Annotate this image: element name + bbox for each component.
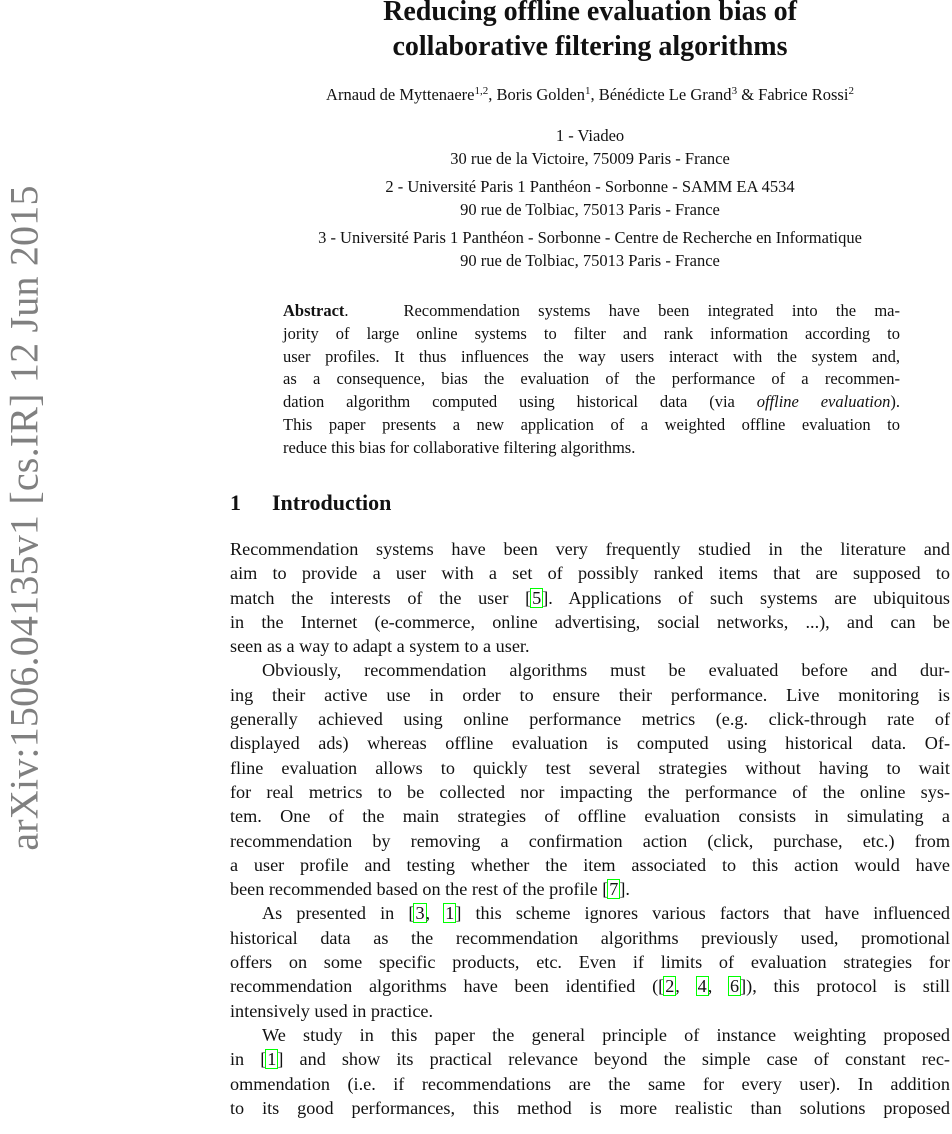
- section-heading-introduction: [230, 488, 391, 518]
- abstract-line: dation algorithm computed using historical data (via offline evaluation).: [283, 392, 900, 412]
- section-title: Introduction: [272, 490, 392, 515]
- arxiv-stamp: [0, 0, 48, 1134]
- abstract-label: Abstract: [283, 301, 345, 320]
- affiliation-address: 90 rue de Tolbiac, 75013 Paris - France: [460, 251, 720, 270]
- citation-link[interactable]: 5: [532, 587, 542, 608]
- abstract-line: This paper presents a new application of a weighted offline evaluation to: [283, 414, 900, 434]
- paper-title: [230, 0, 950, 64]
- citation-link[interactable]: 2: [665, 976, 675, 997]
- citation-link[interactable]: 1: [267, 1049, 277, 1070]
- paragraph: As presented in [3, 1] this scheme ignores various factors that have influenced historical data as the recommendation algorithms previously used, promotional offers on some specific products, etc. Even if limits of evaluation strategies for recommendation algorithms have been identified ([2, 4, 6]), this protocol is still intensively used in practice.: [230, 903, 951, 1021]
- affiliation-address: 30 rue de la Victoire, 75009 Paris - France: [450, 149, 730, 168]
- title-line-1: Reducing offline evaluation bias of: [383, 0, 797, 27]
- paragraph: Recommendation systems have been very frequently studied in the literature and aim to provide a user with a set of possibly ranked items that are supposed to match the interests of the user [5]. Applications of such systems are ubiquitous in the Internet (e-commerce, online advertising, social networks, ...), and can be seen as a way to adapt a system to a user.: [230, 539, 950, 657]
- author-affiliation-marker: 3: [731, 85, 738, 97]
- author-separator: ,: [590, 85, 599, 104]
- citation-link[interactable]: 3: [415, 903, 425, 924]
- author-list: [230, 84, 950, 106]
- affiliations: [230, 124, 950, 277]
- section-number: 1: [230, 490, 241, 515]
- paragraph: Obviously, recommendation algorithms must be evaluated before and dur- ing their active use in order to ensure their performance. Live monitoring is generally achieved using online performance metrics (e.g. click-through rate of displayed ads) whereas offline evaluation is computed using historical data. Of- fline evaluation allows to quickly test several strategies without having to wait for real metrics to be collected nor impacting the performance of the online sys- tem. One of the main strategies of offline evaluation consists in simulating a recommendation by removing a confirmation action (click, purchase, etc.) from a user profile and testing whether the item associated to this action would have been recommended based on the rest of the profile [7].: [230, 660, 950, 900]
- author-affiliation-marker: 1: [584, 85, 591, 97]
- author-affiliation-marker: 2: [848, 85, 854, 97]
- arxiv-identifier: arXiv:1506.04135v1 [cs.IR] 12 Jun 2015: [1, 185, 47, 851]
- citation-link[interactable]: 6: [729, 976, 740, 997]
- abstract-line: as a consequence, bias the evaluation of the performance of a recommen-: [283, 369, 900, 389]
- title-line-2: collaborative filtering algorithms: [392, 31, 788, 62]
- author-name: Bénédicte Le Grand: [598, 85, 732, 104]
- introduction-body: [230, 537, 950, 1120]
- abstract-line: reduce this bias for collaborative filtering algorithms.: [283, 437, 636, 457]
- paragraph: We study in this paper the general principle of instance weighting proposed in [1] and show its practical relevance beyond the simple case of constant rec- ommendation (i.e. if recommendations are the same for every user). In addition to its good performances, this method is more realistic than solutions proposed: [230, 1024, 950, 1118]
- author-name: Boris Golden: [496, 85, 585, 104]
- affiliation-name: 2 - Université Paris 1 Panthéon - Sorbonne - SAMM EA 4534: [385, 177, 795, 196]
- abstract: [283, 300, 900, 460]
- affiliation: [230, 124, 950, 170]
- author-separator: &: [737, 85, 759, 104]
- citation-link[interactable]: 1: [445, 903, 455, 924]
- affiliation-address: 90 rue de Tolbiac, 75013 Paris - France: [460, 200, 720, 219]
- abstract-line: jority of large online systems to filter and rank information according to: [283, 323, 900, 343]
- affiliation-name: 1 - Viadeo: [555, 126, 625, 145]
- abstract-line: Abstract. Recommendation systems have been integrated into the ma-: [283, 301, 901, 320]
- affiliation: [230, 175, 950, 221]
- author-name: Arnaud de Myttenaere: [326, 85, 475, 104]
- citation-link[interactable]: 4: [697, 976, 707, 997]
- emphasis: offline evaluation: [756, 392, 891, 412]
- abstract-line: user profiles. It thus influences the way users interact with the system and,: [283, 346, 900, 366]
- author-separator: ,: [488, 85, 497, 104]
- affiliation-name: 3 - Université Paris 1 Panthéon - Sorbonne - Centre de Recherche en Informatique: [318, 228, 862, 247]
- citation-link[interactable]: 7: [609, 879, 619, 900]
- author-affiliation-marker: 1,2: [474, 85, 489, 97]
- author-name: Fabrice Rossi: [758, 85, 849, 104]
- affiliation: [230, 226, 950, 272]
